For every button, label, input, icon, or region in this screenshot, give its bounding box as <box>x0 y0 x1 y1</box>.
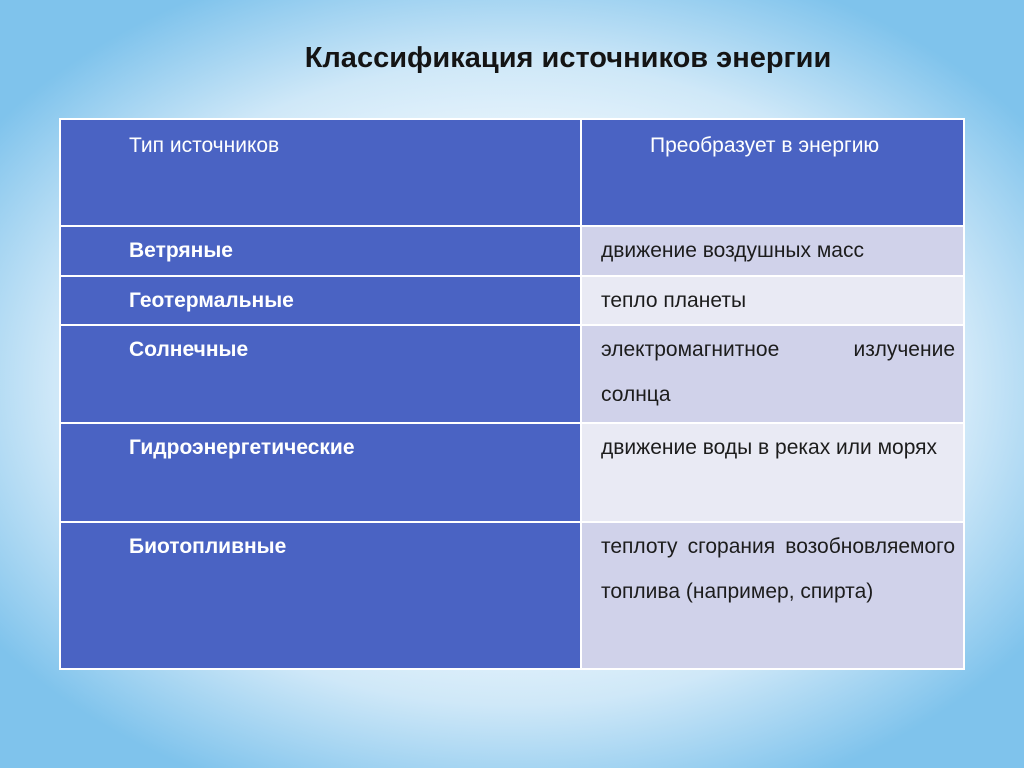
row-type-cell: Геотермальные <box>60 276 581 325</box>
row-converts-text: тепло планеты <box>601 289 747 312</box>
row-converts-cell <box>581 226 964 276</box>
row-converts-text: электромагнитное излучение солнца <box>601 338 955 406</box>
row-type-cell: Ветряные <box>60 226 581 276</box>
row-type-cell: Гидроэнергетические <box>60 423 581 522</box>
energy-sources-table <box>59 118 965 670</box>
row-converts-text: движение воды в реках или морях <box>601 436 938 459</box>
row-type-cell: Солнечные <box>60 325 581 423</box>
table-row <box>60 522 964 669</box>
table-row <box>60 325 964 423</box>
page-title: Классификация источников энергии <box>304 42 832 74</box>
row-type-cell: Биотопливные <box>60 522 581 669</box>
row-converts-text: движение воздушных масс <box>601 239 864 262</box>
row-converts-cell <box>581 276 964 325</box>
header-type: Тип источников <box>60 119 581 226</box>
table-row <box>60 276 964 325</box>
row-converts-cell <box>581 522 964 669</box>
row-converts-text: теплоту сгорания возобновляемого топлива (например, спирта) <box>601 535 955 603</box>
row-converts-cell <box>581 325 964 423</box>
row-converts-cell <box>581 423 964 522</box>
header-converts: Преобразует в энергию <box>581 119 964 226</box>
table-header-row <box>60 119 964 226</box>
table-row <box>60 226 964 276</box>
table-row <box>60 423 964 522</box>
